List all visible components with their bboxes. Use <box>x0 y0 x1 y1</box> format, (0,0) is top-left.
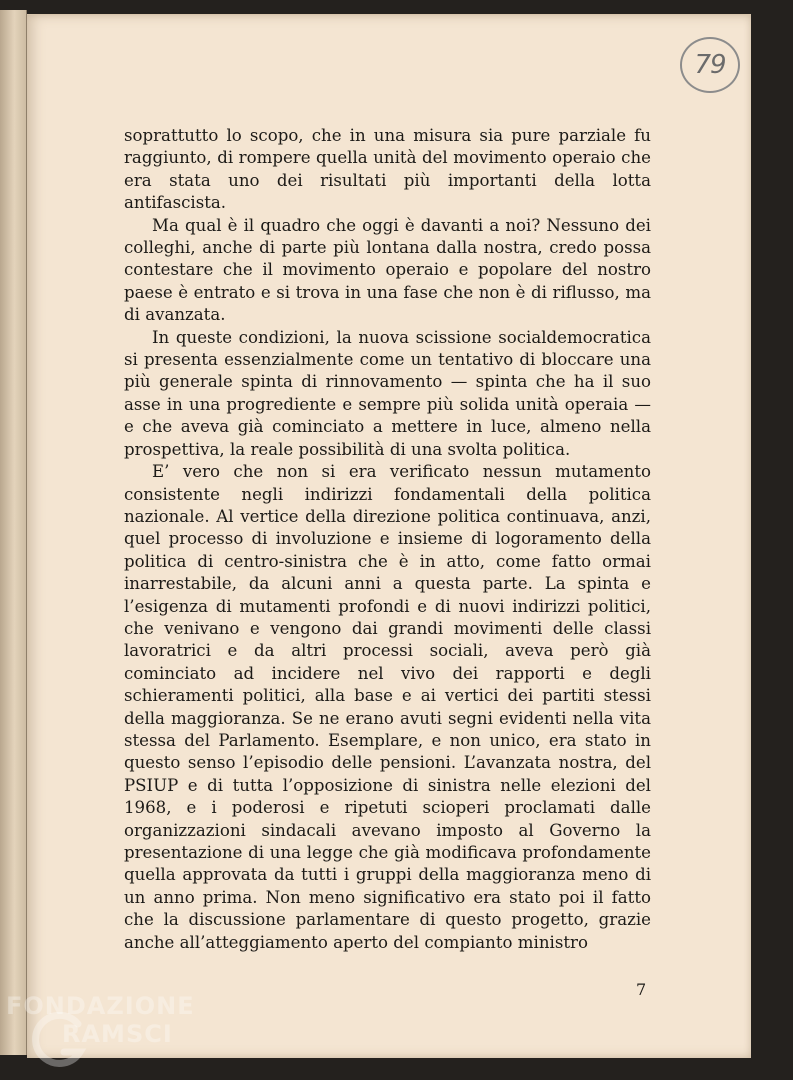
archive-page-stamp <box>680 37 740 93</box>
paragraph: E’ vero che non si era verificato nessun mutamento consistente negli indirizzi fondamentali della politica nazionale. Al vertice della direzione politica continuava, anzi, quel processo di involuzione e insieme di logoramento della politica di centro-sinistra che è in atto, come fatto ormai inarrestabile, da alcuni anni a questa parte. La spinta e l’esigenza di mutamenti profondi e di nuovi indirizzi politici, che venivano e vengono dai grandi movimenti delle classi lavoratrici e da altri processi sociali, aveva però già cominciato ad incidere nel vivo dei rapporti e degli schieramenti politici, alla base e ai vertici dei partiti stessi della maggioranza. Se ne erano avuti segni evidenti nella vita stessa del Parlamento. Esemplare, e non unico, era stato in questo senso l’episodio delle pensioni. L’avanzata nostra, del PSIUP e di tutta l’opposizione di sinistra nelle elezioni del 1968, e i poderosi e ripetuti scioperi proclamati dalle organizzazioni sindacali avevano imposto al Governo la presentazione di una legge che già modificava profondamente quella approvata da tutti i gruppi della maggioranza meno di un anno prima. Non meno significativo era stato poi il fatto che la discussione parlamentare di questo progetto, grazie anche all’atteggiamento aperto del compianto ministro <box>124 462 651 952</box>
fondazione-gramsci-watermark <box>4 992 204 1074</box>
watermark-line-2: RAMSCI <box>62 1020 173 1048</box>
watermark-line-1: FONDAZIONE <box>6 992 195 1020</box>
stamp-number: 79 <box>694 50 726 80</box>
paragraph: soprattutto lo scopo, che in una misura sia pure parziale fu raggiunto, di rompere quella unità del movimento operaio che era stata uno dei risultati più importanti della lotta antifascista. <box>124 126 651 213</box>
page-number: 7 <box>636 980 647 999</box>
body-text <box>124 125 651 954</box>
paragraph: Ma qual è il quadro che oggi è davanti a noi? Nessuno dei colleghi, anche di parte più lontana dalla nostra, credo possa contestare che il movimento operaio e popolare del nostro paese è entrato e si trova in una fase che non è di riflusso, ma di avanzata. <box>124 215 651 325</box>
paragraph: In queste condizioni, la nuova scissione socialdemocratica si presenta essenzialmente come un tentativo di bloccare una più generale spinta di rinnovamento — spinta che ha il suo asse in una progrediente e sempre più solida unità operaia — e che aveva già cominciato a mettere in luce, almeno nella prospettiva, la reale possibilità di una svolta politica. <box>124 327 651 459</box>
left-page-edge <box>0 10 27 1055</box>
